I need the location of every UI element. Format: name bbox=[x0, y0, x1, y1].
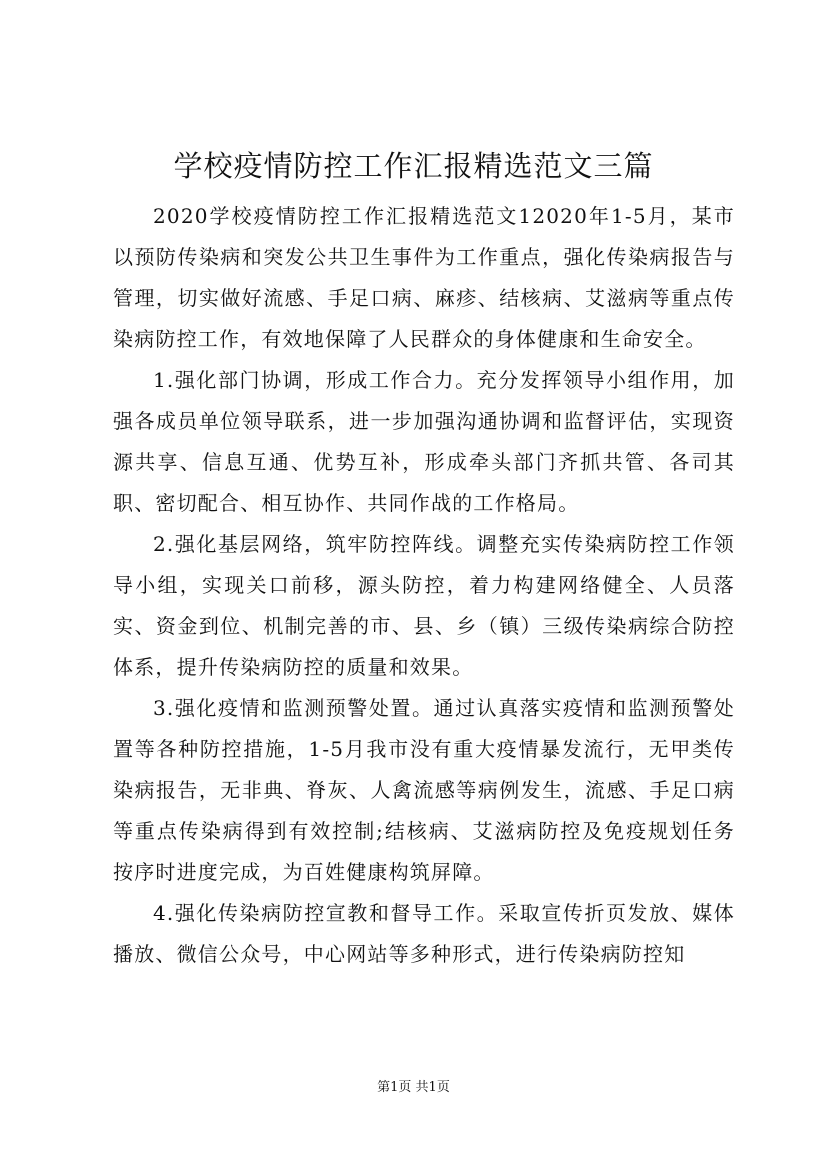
paragraph-4: 4.强化传染病防控宣教和督导工作。采取宣传折页发放、媒体播放、微信公众号，中心网站等多种形式，进行传染病防控知 bbox=[113, 901, 735, 966]
paragraph-3: 3.强化疫情和监测预警处置。通过认真落实疫情和监测预警处置等各种防控措施，1-5月我市没有重大疫情暴发流行，无甲类传染病报告，无非典、脊灰、人禽流感等病例发生，流感、手足口病等重点传染病得到有效控制;结核病、艾滋病防控及免疫规划任务按序时进度完成，为百姓健康构筑屏障。 bbox=[113, 696, 735, 884]
paragraph-2: 2.强化基层网络，筑牢防控阵线。调整充实传染病防控工作领导小组，实现关口前移，源头防控，着力构建网络健全、人员落实、资金到位、机制完善的市、县、乡（镇）三级传染病综合防控体系，提升传染病防控的质量和效果。 bbox=[113, 532, 735, 679]
document-title: 学校疫情防控工作汇报精选范文三篇 bbox=[173, 149, 654, 183]
paragraph-intro: 2020学校疫情防控工作汇报精选范文12020年1-5月，某市以预防传染病和突发公共卫生事件为工作重点，强化传染病报告与管理，切实做好流感、手足口病、麻疹、结核病、艾滋病等重点传染病防控工作，有效地保障了人民群众的身体健康和生命安全。 bbox=[113, 204, 735, 351]
paragraph-1: 1.强化部门协调，形成工作合力。充分发挥领导小组作用，加强各成员单位领导联系，进一步加强沟通协调和监督评估，实现资源共享、信息互通、优势互补，形成牵头部门齐抓共管、各司其职、密切配合、相互协作、共同作战的工作格局。 bbox=[113, 368, 735, 515]
page-footer: 第1页 共1页 bbox=[377, 1080, 450, 1095]
document-body bbox=[113, 196, 735, 975]
